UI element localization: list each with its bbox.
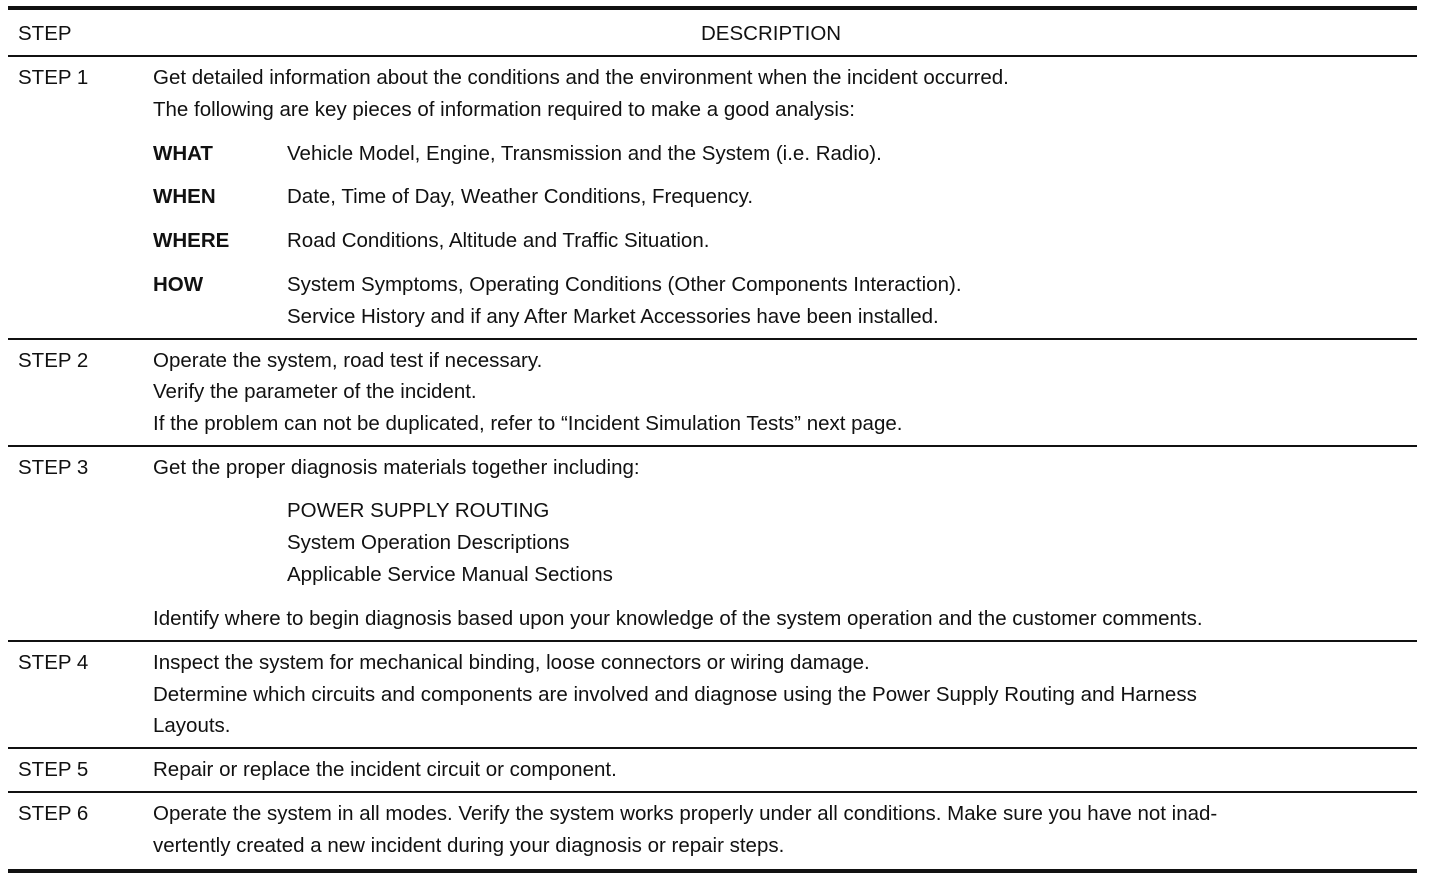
step-1-label: STEP 1 (18, 66, 89, 89)
table-top-rule (8, 6, 1417, 10)
step-5-label: STEP 5 (18, 758, 89, 781)
header-rule (8, 55, 1417, 57)
step-2-text: If the problem can not be duplicated, refer to “Incident Simulation Tests” next page. (153, 412, 903, 435)
step-4-text: Determine which circuits and components are involved and diagnose using the Power Supply Routing and Harness (153, 683, 1197, 706)
step-3-text: Get the proper diagnosis materials together including: (153, 456, 640, 479)
step-6-label: STEP 6 (18, 802, 89, 825)
item-key-how: HOW (153, 273, 204, 296)
step-6-text: Operate the system in all modes. Verify the system works properly under all conditions. Make sure you have not inad- (153, 802, 1218, 825)
step-4-text: Inspect the system for mechanical binding, loose connectors or wiring damage. (153, 651, 870, 674)
step-2-text: Verify the parameter of the incident. (153, 380, 477, 403)
item-value-how: System Symptoms, Operating Conditions (Other Components Interaction). (287, 273, 962, 296)
row-divider (8, 338, 1417, 340)
table-bottom-rule (8, 869, 1417, 873)
step-3-closing: Identify where to begin diagnosis based upon your knowledge of the system operation and the customer comments. (153, 607, 1203, 630)
material-item: Applicable Service Manual Sections (287, 563, 613, 586)
item-key-what: WHAT (153, 142, 213, 165)
material-item: System Operation Descriptions (287, 531, 570, 554)
header-step: STEP (18, 22, 72, 45)
row-divider (8, 640, 1417, 642)
item-value-where: Road Conditions, Altitude and Traffic Situation. (287, 229, 710, 252)
step-4-label: STEP 4 (18, 651, 89, 674)
step-2-text: Operate the system, road test if necessary. (153, 349, 543, 372)
step-2-label: STEP 2 (18, 349, 89, 372)
row-divider (8, 747, 1417, 749)
step-1-text: Get detailed information about the conditions and the environment when the incident occurred. (153, 66, 1009, 89)
step-6-text: vertently created a new incident during your diagnosis or repair steps. (153, 834, 785, 857)
item-value-when: Date, Time of Day, Weather Conditions, Frequency. (287, 185, 754, 208)
step-5-text: Repair or replace the incident circuit or component. (153, 758, 617, 781)
item-value-what: Vehicle Model, Engine, Transmission and the System (i.e. Radio). (287, 142, 882, 165)
header-description: DESCRIPTION (701, 22, 842, 45)
step-4-text: Layouts. (153, 714, 231, 737)
item-key-where: WHERE (153, 229, 230, 252)
step-1-text: The following are key pieces of information required to make a good analysis: (153, 98, 855, 121)
row-divider (8, 445, 1417, 447)
item-value-how: Service History and if any After Market Accessories have been installed. (287, 305, 939, 328)
material-item: POWER SUPPLY ROUTING (287, 499, 550, 522)
step-3-label: STEP 3 (18, 456, 89, 479)
row-divider (8, 791, 1417, 793)
item-key-when: WHEN (153, 185, 216, 208)
